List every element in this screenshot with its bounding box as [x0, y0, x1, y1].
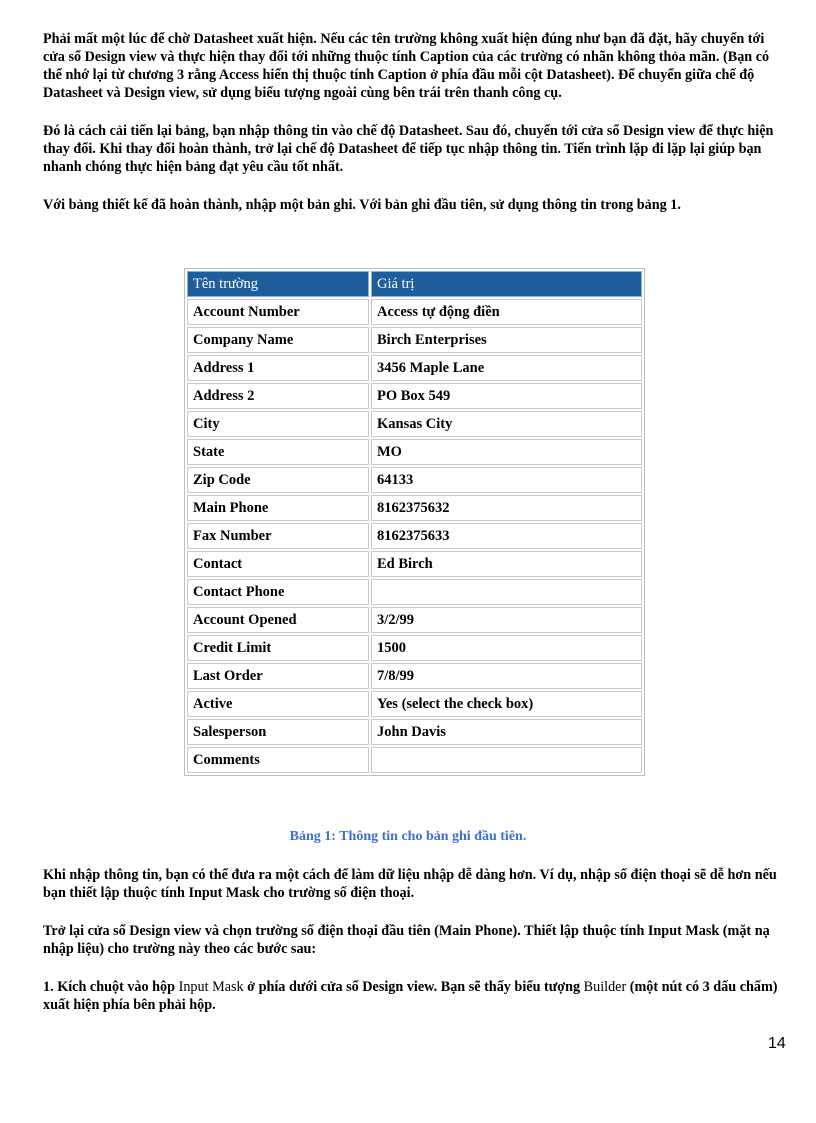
table-row [187, 495, 642, 521]
paragraph-3: Với bảng thiết kế đã hoàn thành, nhập một bản ghi. Với bản ghi đầu tiên, sử dụng thông tin trong bảng 1. [43, 197, 681, 213]
table-row [187, 327, 642, 353]
field-name-cell: Company Name [187, 327, 369, 353]
field-name-cell: Credit Limit [187, 635, 369, 661]
paragraph-5: Trở lại cửa sổ Design view và chọn trường số điện thoại đầu tiên (Main Phone). Thiết lập thuộc tính Input Mask (mặt nạ nhập liệu) cho trường này theo các bước sau: [43, 923, 770, 957]
step-1-text-c: (một nút có 3 dấu chấm) xuất hiện phía bên phải hộp. [43, 979, 778, 1013]
field-name-cell: Active [187, 691, 369, 717]
field-value-cell: Access tự động điền [371, 299, 642, 325]
field-value-cell: Birch Enterprises [371, 327, 642, 353]
input-mask-term: Input Mask [178, 979, 244, 995]
table-row [187, 579, 642, 605]
field-name-cell: City [187, 411, 369, 437]
builder-term: Builder [583, 979, 627, 995]
table-row [187, 383, 642, 409]
field-name-cell: Main Phone [187, 495, 369, 521]
field-name-cell: Salesperson [187, 719, 369, 745]
field-value-cell: 3456 Maple Lane [371, 355, 642, 381]
header-field-name: Tên trường [187, 271, 369, 297]
paragraph-1: Phải mất một lúc để chờ Datasheet xuất hiện. Nếu các tên trường không xuất hiện đúng như bạn đã đặt, hãy chuyển tới cửa sổ Design view và thực hiện thay đổi tới những thuộc tính Caption của các trường có nhãn không thỏa mãn. (Bạn có thể nhớ lại từ chương 3 rằng Access hiển thị thuộc tính Caption ở phía đầu mỗi cột Datasheet). Để chuyển giữa chế độ Datasheet và Design view, sử dụng biểu tượng ngoài cùng bên trái trên thanh công cụ. [43, 31, 770, 101]
field-name-cell: Account Opened [187, 607, 369, 633]
paragraph-6 [43, 978, 783, 1014]
step-1-text-b: ở phía dưới cửa sổ Design view. Bạn sẽ thấy biểu tượng [243, 979, 584, 995]
table-header-row [187, 271, 642, 297]
field-value-cell: 1500 [371, 635, 642, 661]
field-value-cell: 7/8/99 [371, 663, 642, 689]
field-value-cell: MO [371, 439, 642, 465]
field-name-cell: Zip Code [187, 467, 369, 493]
header-value: Giá trị [371, 271, 642, 297]
field-value-cell [371, 747, 642, 773]
field-value-cell [371, 579, 642, 605]
field-name-cell: Account Number [187, 299, 369, 325]
field-name-cell: Contact [187, 551, 369, 577]
table-caption: Bảng 1: Thông tin cho bản ghi đầu tiên. [289, 829, 527, 844]
table-row [187, 691, 642, 717]
field-name-cell: Comments [187, 747, 369, 773]
field-name-cell: State [187, 439, 369, 465]
field-value-cell: Ed Birch [371, 551, 642, 577]
field-value-cell: 8162375633 [371, 523, 642, 549]
table-row [187, 635, 642, 661]
table-row [187, 355, 642, 381]
field-name-cell: Fax Number [187, 523, 369, 549]
document-body [43, 30, 783, 214]
paragraph-2: Đó là cách cải tiến lại bảng, bạn nhập thông tin vào chế độ Datasheet. Sau đó, chuyển tới cửa sổ Design view để thực hiện thay đổi. Khi thay đổi hoàn thành, trở lại chế độ Datasheet để tiếp tục nhập thông tin. Tiến trình lặp đi lặp lại giúp bạn nhanh chóng thực hiện bảng đạt yêu cầu tốt nhất. [43, 123, 774, 175]
field-name-cell: Last Order [187, 663, 369, 689]
field-value-cell: Yes (select the check box) [371, 691, 642, 717]
step-1-text-a: 1. Kích chuột vào hộp [43, 979, 179, 995]
table-row [187, 551, 642, 577]
table-row [187, 747, 642, 773]
field-value-cell: John Davis [371, 719, 642, 745]
field-name-cell: Address 1 [187, 355, 369, 381]
paragraph-4: Khi nhập thông tin, bạn có thể đưa ra một cách để làm dữ liệu nhập dễ dàng hơn. Ví dụ, nhập số điện thoại sẽ dễ hơn nếu bạn thiết lập thuộc tính Input Mask cho trường số điện thoại. [43, 867, 777, 901]
page-number: 14 [768, 1035, 786, 1052]
record-table-wrapper [184, 268, 645, 776]
table-row [187, 439, 642, 465]
table-row [187, 523, 642, 549]
field-name-cell: Contact Phone [187, 579, 369, 605]
record-table [184, 268, 645, 776]
field-name-cell: Address 2 [187, 383, 369, 409]
field-value-cell: PO Box 549 [371, 383, 642, 409]
document-body-continued [43, 866, 783, 1014]
field-value-cell: 64133 [371, 467, 642, 493]
table-row [187, 299, 642, 325]
table-row [187, 467, 642, 493]
table-row [187, 719, 642, 745]
field-value-cell: 8162375632 [371, 495, 642, 521]
table-row [187, 663, 642, 689]
field-value-cell: Kansas City [371, 411, 642, 437]
field-value-cell: 3/2/99 [371, 607, 642, 633]
table-row [187, 607, 642, 633]
table-row [187, 411, 642, 437]
